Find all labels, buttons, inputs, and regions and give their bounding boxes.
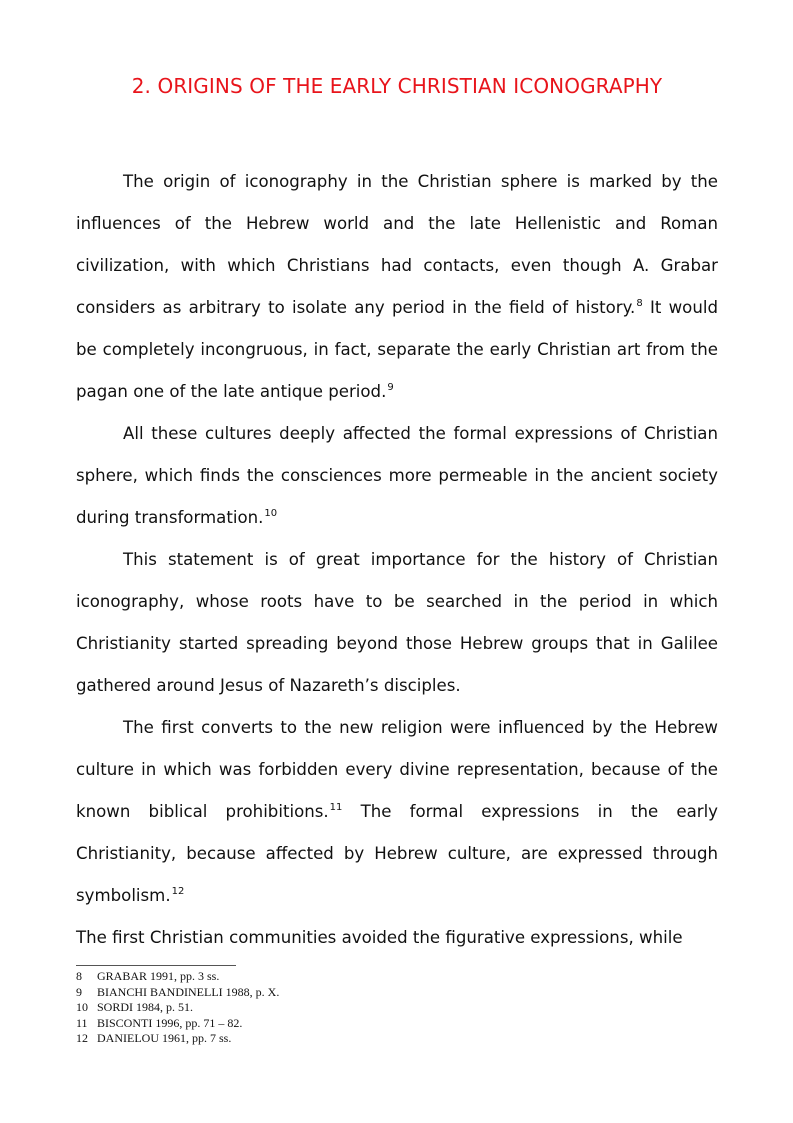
body-text (76, 161, 718, 959)
paragraph-text: The first Christian communities avoided the figurative expressions, while (76, 928, 683, 947)
paragraph (76, 539, 718, 707)
paragraph-text: This statement is of great importance for the history of Christian iconography, whose roots have to be searched in the period in which Christianity started spreading beyond those Hebrew groups that in Galilee gathered around Jesus of Nazareth’s disciples. (76, 550, 718, 695)
paragraph (76, 917, 718, 959)
footnotes (76, 969, 716, 1047)
footnote-reference[interactable]: 12 (171, 886, 185, 897)
footnote-number: 8 (76, 969, 82, 983)
paragraph-text: The origin of iconography in the Christian sphere is marked by the influences of the Hebrew world and the late Hellenistic and Roman civilization, with which Christians had contacts, even though A. Grabar considers as arbitrary to isolate any period in the field of history. (76, 172, 718, 317)
paragraph (76, 413, 718, 539)
footnote-text: DANIELOU 1961, pp. 7 ss. (97, 1031, 232, 1046)
footnote-item (76, 985, 716, 1001)
page-title: 2. ORIGINS OF THE EARLY CHRISTIAN ICONOGRAPHY (131, 74, 663, 98)
footnote-number: 12 (76, 1031, 88, 1046)
footnote-item (76, 969, 716, 985)
footnote-separator (76, 965, 236, 966)
paragraph (76, 161, 718, 413)
footnote-item (76, 1031, 716, 1047)
footnote-text: SORDI 1984, p. 51. (97, 1000, 194, 1015)
paragraph-text: All these cultures deeply affected the formal expressions of Christian sphere, which finds the consciences more permeable in the ancient society during transformation. (76, 424, 718, 527)
footnote-text: BISCONTI 1996, pp. 71 – 82. (97, 1015, 243, 1030)
footnote-text: BIANCHI BANDINELLI 1988, p. X. (97, 984, 280, 999)
paragraph-text: The formal expressions in the early Christianity, because affected by Hebrew culture, are expressed through symbolism. (76, 802, 718, 905)
paragraph-text: The first converts to the new religion were influenced by the Hebrew culture in which was forbidden every divine representation, because of the known biblical prohibitions. (76, 718, 718, 821)
footnote-item (76, 1016, 716, 1032)
paragraph-text: It would be completely incongruous, in fact, separate the early Christian art from the pagan one of the late antique period. (76, 298, 718, 401)
footnote-number: 10 (76, 1000, 88, 1015)
footnote-text: GRABAR 1991, pp. 3 ss. (97, 969, 220, 983)
paragraph (76, 707, 718, 917)
footnote-number: 11 (76, 1015, 88, 1030)
footnote-reference[interactable]: 9 (387, 382, 394, 393)
footnote-reference[interactable]: 8 (636, 298, 643, 309)
footnote-reference[interactable]: 11 (329, 802, 343, 813)
footnote-item (76, 1000, 716, 1016)
footnote-number: 9 (76, 984, 82, 999)
footnote-reference[interactable]: 10 (264, 508, 278, 519)
